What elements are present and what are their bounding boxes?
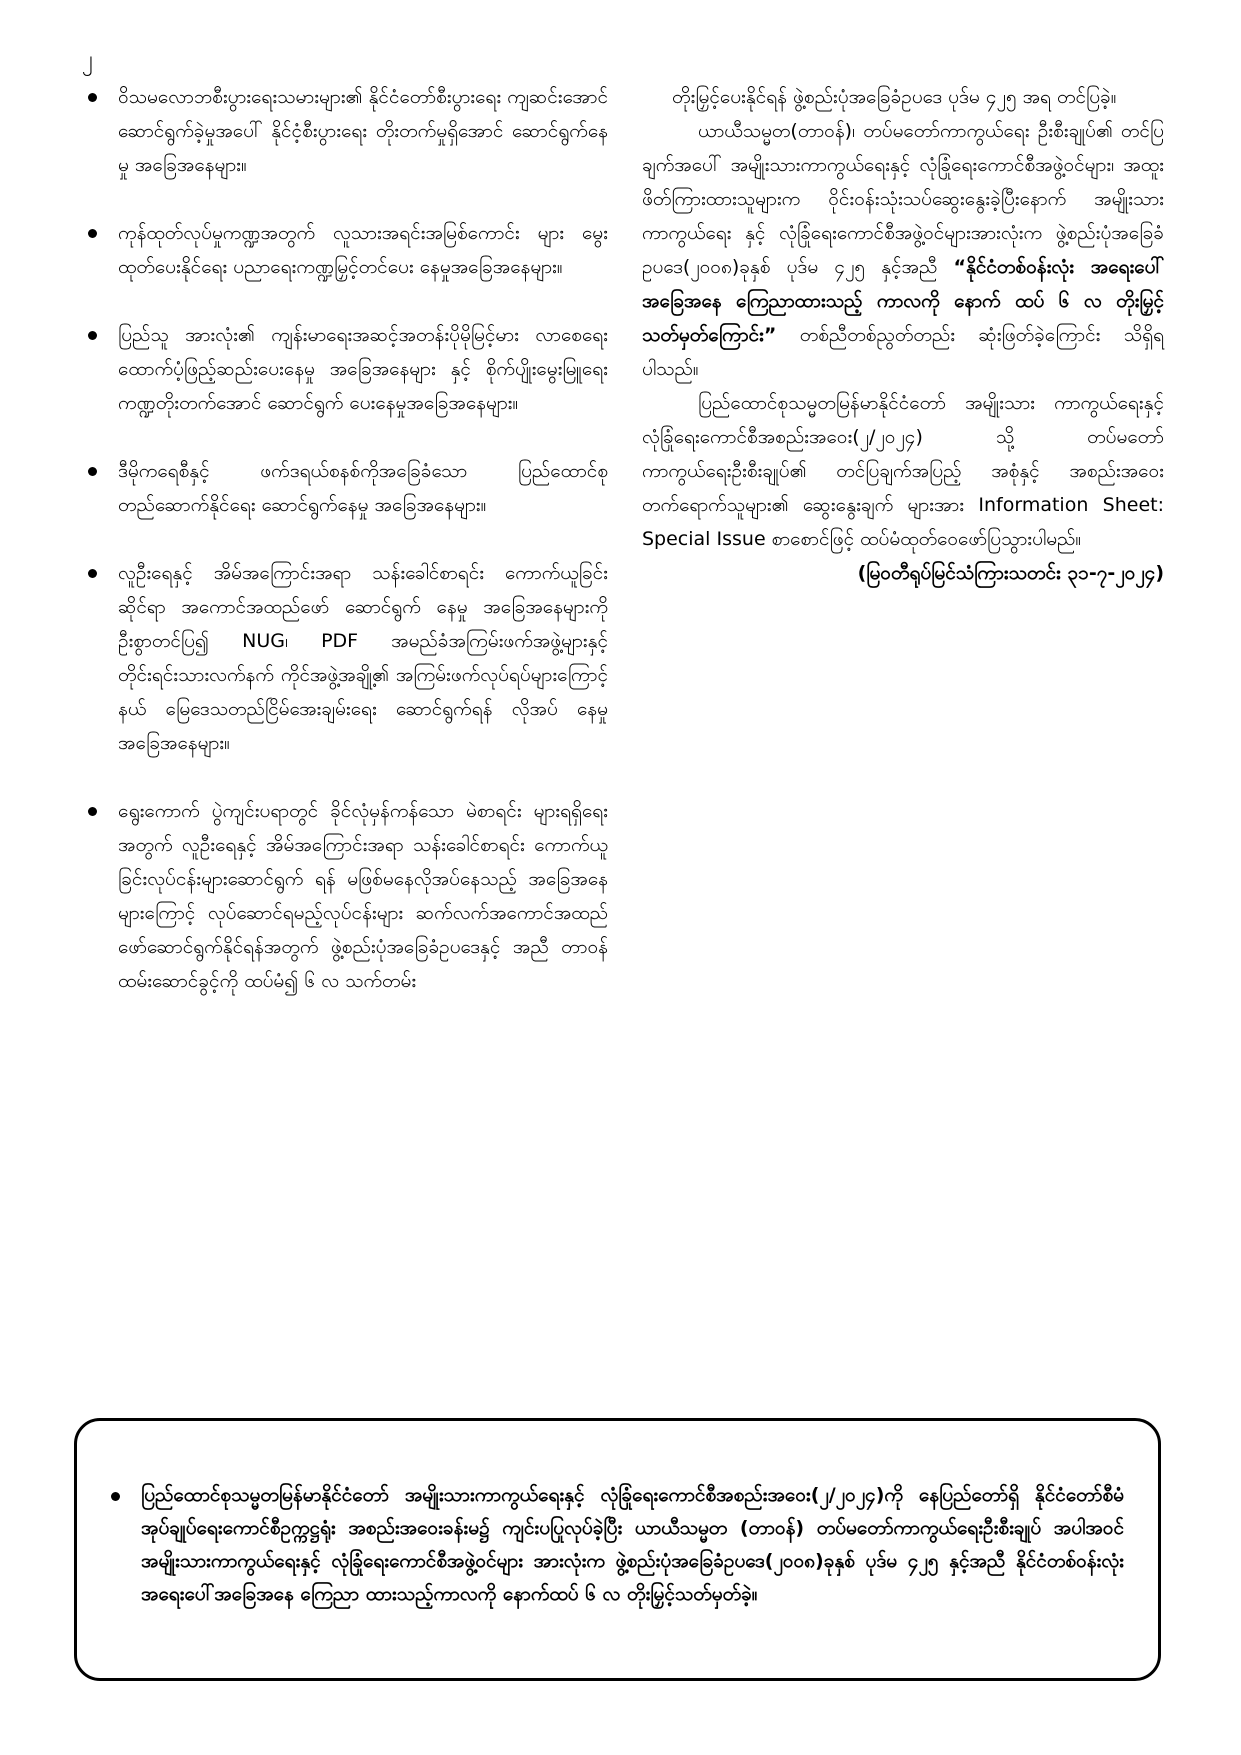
left-bullet-list — [88, 80, 608, 998]
publication-paragraph: ပြည်ထောင်စုသမ္မတမြန်မာနိုင်ငံတော် အမျိုးသား ကာကွယ်ရေးနှင့် လုံခြုံရေးကောင်စီအစည်းအဝေး(၂/၂၀၂၄) သို့ တပ်မတော်ကာကွယ်ရေးဦးစီးချုပ်၏ တင်ပြချက်အပြည့် အစုံနှင့် အစည်းအဝေးတက်ရောက်သူများ၏ ဆွေးနွေးချက် များအား Information Sheet: Special Issue စာစောင်ဖြင့် ထပ်မံထုတ်ဝေဖော်ပြသွားပါမည်။ — [642, 392, 1164, 550]
continuation-paragraph: တိုးမြှင့်ပေးနိုင်ရန် ဖွဲ့စည်းပုံအခြေခံဥပဒေ ပုဒ်မ ၄၂၅ အရ တင်ပြခဲ့။ — [672, 86, 1117, 108]
left-column — [88, 80, 608, 1032]
summary-box — [74, 1418, 1161, 1681]
bullet-icon — [111, 1492, 120, 1501]
summary-bullet-list — [111, 1479, 1124, 1611]
list-item — [88, 556, 608, 760]
list-item-text: ပြည်သူ အားလုံး၏ ကျန်းမာရေးအဆင့်အတန်းပိုမိုမြင့်မား လာစေရေး ထောက်ပံ့ဖြည့်ဆည်းပေးနေမှု အခြေအနေများ နှင့် စိုက်ပျိုးမွေးမြူရေးကဏ္ဍတိုးတက်အောင် ဆောင်ရွက် ပေးနေမှုအခြေအနေများ။ — [118, 324, 608, 414]
bullet-icon — [88, 807, 97, 816]
right-column — [642, 80, 1164, 590]
bullet-icon — [88, 229, 97, 238]
decision-paragraph — [642, 114, 1164, 386]
decision-text-bold: “နိုင်ငံတစ်ဝန်းလုံး အရေးပေါ်အခြေအနေ ကြေညာထားသည့် ကာလကို နောက် ထပ် ၆ လ တိုးမြှင့်သတ်မှတ်ကြောင်း” — [642, 256, 1164, 346]
list-item-text: ကုန်ထုတ်လုပ်မှုကဏ္ဍအတွက် လူသားအရင်းအမြစ်ကောင်း များ မွေးထုတ်ပေးနိုင်ရေး ပညာရေးကဏ္ဍမြှင့်တင်ပေး နေမှုအခြေအနေများ။ — [118, 222, 608, 278]
decision-text-end: တစ်ညီတစ်ညွတ်တည်း ဆုံးဖြတ်ခဲ့ကြောင်း သိရှိရပါသည်။ — [642, 324, 1164, 380]
list-item — [88, 794, 608, 998]
bullet-icon — [88, 93, 97, 102]
list-item-text: လူဦးရေနှင့် အိမ်အကြောင်းအရာ သန်းခေါင်စာရင်း ကောက်ယူခြင်းဆိုင်ရာ အကောင်အထည်ဖော် ဆောင်ရွက် နေမှု အခြေအနေများကို ဦးစွာတင်ပြ၍ NUG၊ PDF အမည်ခံအကြမ်းဖက်အဖွဲ့များနှင့် တိုင်းရင်းသားလက်နက် ကိုင်အဖွဲ့အချို့၏ အကြမ်းဖက်လုပ်ရပ်များကြောင့် နယ် မြေဒေသတည်ငြိမ်အေးချမ်းရေး ဆောင်ရွက်ရန် လိုအပ် နေမှုအခြေအနေများ။ — [118, 562, 608, 754]
news-source: (မြဝတီရုပ်မြင်သံကြားသတင်း ၃၁-၇-၂၀၂၄) — [857, 562, 1164, 584]
list-item — [88, 318, 608, 420]
page-number: ၂ — [82, 47, 93, 72]
list-item — [88, 80, 608, 182]
decision-text-start: ယာယီသမ္မတ(တာဝန်)၊ တပ်မတော်ကာကွယ်ရေး ဦးစီးချုပ်၏ တင်ပြချက်အပေါ် အမျိုးသားကာကွယ်ရေးနှင့် လုံခြုံရေးကောင်စီအဖွဲ့ဝင်များ၊ အထူးဖိတ်ကြားထားသူများက ဝိုင်းဝန်းသုံးသပ်ဆွေးနွေးခဲ့ပြီးနောက် အမျိုးသားကာကွယ်ရေး နှင့် လုံခြုံရေးကောင်စီအဖွဲ့ဝင်များအားလုံးက ဖွဲ့စည်းပုံအခြေခံ ဥပဒေ(၂၀၀၈)ခုနှစ် ပုဒ်မ ၄၂၅ နှင့်အညီ — [642, 120, 1164, 278]
list-item — [88, 454, 608, 522]
bullet-icon — [88, 331, 97, 340]
list-item-text: ဒီမိုကရေစီနှင့် ဖက်ဒရယ်စနစ်ကိုအခြေခံသော ပြည်ထောင်စု တည်ဆောက်နိုင်ရေး ဆောင်ရွက်နေမှု အခြေအနေများ။ — [118, 460, 608, 516]
summary-text: ပြည်ထောင်စုသမ္မတမြန်မာနိုင်ငံတော် အမျိုးသားကာကွယ်ရေးနှင့် လုံခြုံရေးကောင်စီအစည်းအဝေး(၂/၂၀၂၄)ကို နေပြည်တော်ရှိ နိုင်ငံတော်စီမံအုပ်ချုပ်ရေးကောင်စီဥက္ကဋ္ဌရုံး အစည်းအဝေးခန်းမ၌ ကျင်းပပြုလုပ်ခဲ့ပြီး ယာယီသမ္မတ (တာဝန်) တပ်မတော်ကာကွယ်ရေးဦးစီးချုပ် အပါအဝင် အမျိုးသားကာကွယ်ရေးနှင့် လုံခြုံရေးကောင်စီအဖွဲ့ဝင်များ အားလုံးက ဖွဲ့စည်းပုံအခြေခံဥပဒေ(၂၀၀၈)ခုနှစ် ပုဒ်မ ၄၂၅ နှင့်အညီ နိုင်ငံတစ်ဝန်းလုံးအရေးပေါ်အခြေအနေ ကြေညာ ထားသည့်ကာလကို နောက်ထပ် ၆ လ တိုးမြှင့်သတ်မှတ်ခဲ့။ — [141, 1484, 1124, 1605]
list-item-text: ဝိသမလောဘစီးပွားရေးသမားများ၏ နိုင်ငံတော်စီးပွားရေး ကျဆင်းအောင် ဆောင်ရွက်ခဲ့မှုအပေါ် နိုင်ငံ့စီးပွားရေး တိုးတက်မှုရှိအောင် ဆောင်ရွက်နေမှု အခြေအနေများ။ — [118, 86, 608, 176]
bullet-icon — [88, 467, 97, 476]
list-item — [111, 1479, 1124, 1611]
list-item-text: ရွေးကောက် ပွဲကျင်းပရာတွင် ခိုင်လုံမှန်ကန်သော မဲစာရင်း များရရှိရေးအတွက် လူဦးရေနှင့် အိမ်အကြောင်းအရာ သန်းခေါင်စာရင်း ကောက်ယူခြင်းလုပ်ငန်းများဆောင်ရွက် ရန် မဖြစ်မနေလိုအပ်နေသည့် အခြေအနေများကြောင့် လုပ်ဆောင်ရမည့်လုပ်ငန်းများ ဆက်လက်အကောင်အထည် ဖော်ဆောင်ရွက်နိုင်ရန်အတွက် ဖွဲ့စည်းပုံအခြေခံဥပဒေနှင့် အညီ တာဝန်ထမ်းဆောင်ခွင့်ကို ထပ်မံ၍ ၆ လ သက်တမ်း — [118, 800, 608, 992]
bullet-icon — [88, 569, 97, 578]
list-item — [88, 216, 608, 284]
